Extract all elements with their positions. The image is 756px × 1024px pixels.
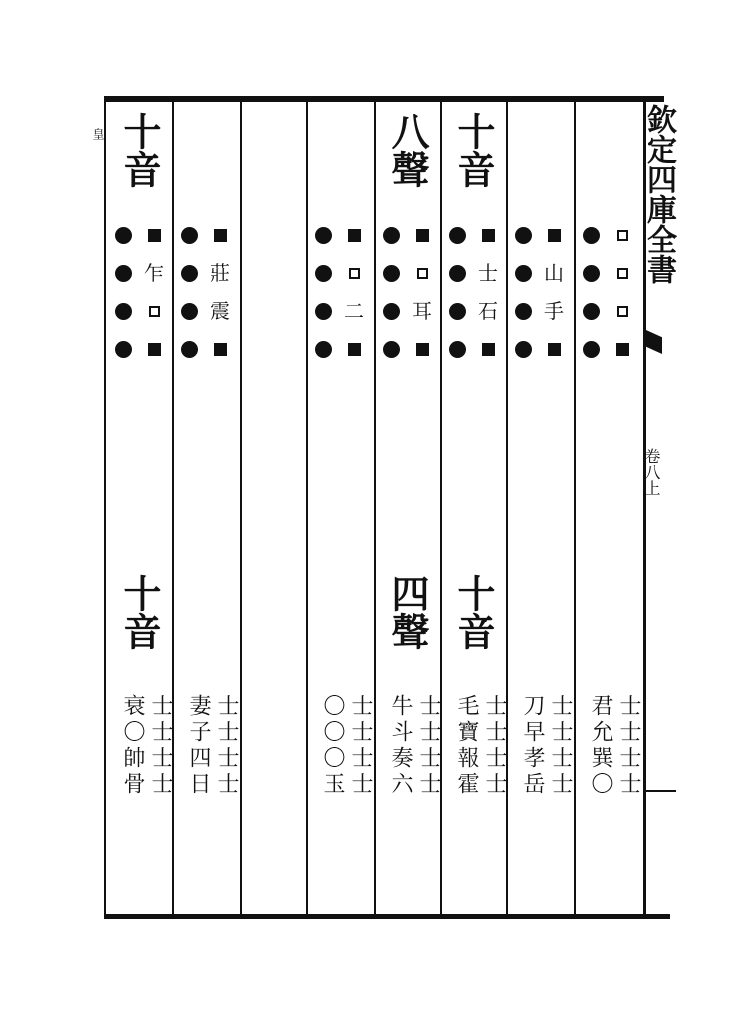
rhyme-chars-right: 士士士士	[348, 694, 373, 798]
glyph-mark: 士	[478, 261, 498, 285]
filled-circle-mark	[111, 260, 135, 286]
filled-circle-mark	[177, 222, 201, 248]
sub-heading: 四聲	[385, 574, 430, 650]
rhyme-chars-left: 衰〇帥骨	[120, 694, 145, 798]
filled-circle-mark	[445, 260, 469, 286]
filled-circle-mark	[379, 336, 403, 362]
filled-circle-mark	[177, 298, 201, 324]
rhyme-chars-left: 牛斗奏六	[388, 694, 413, 798]
filled-circle-mark	[511, 260, 535, 286]
filled-circle-mark	[111, 298, 135, 324]
volume-label: 卷八上	[642, 448, 661, 496]
empty-box-mark	[410, 260, 434, 286]
filled-circle-mark	[311, 336, 335, 362]
filled-square-mark	[208, 222, 232, 248]
glyph-mark: 山	[544, 261, 564, 285]
filled-circle-mark	[579, 222, 603, 248]
sub-heading: 十音	[117, 574, 162, 650]
tone-marks-right	[410, 222, 434, 362]
margin-tick	[646, 790, 676, 792]
filled-square-mark	[410, 336, 434, 362]
tone-marks-left	[177, 222, 201, 362]
tone-marks-right	[542, 222, 566, 362]
rhyme-chars-right: 士士士士	[416, 694, 441, 798]
rhyme-chars-left: 刀早孝岳	[520, 694, 545, 798]
glyph-mark: 石	[478, 299, 498, 323]
filled-square-mark	[610, 336, 634, 362]
glyph-mark: 手	[544, 299, 564, 323]
tone-marks-left	[111, 222, 135, 362]
filled-square-mark	[542, 336, 566, 362]
filled-square-mark	[342, 336, 366, 362]
filled-circle-mark	[379, 222, 403, 248]
empty-box-mark	[610, 260, 634, 286]
rhyme-chars-right: 士士士士	[214, 694, 239, 798]
filled-circle-mark	[379, 260, 403, 286]
rhyme-chars-left: 〇〇〇玉	[320, 694, 345, 798]
filled-circle-mark	[511, 298, 535, 324]
glyph-mark: 莊	[210, 261, 230, 285]
filled-circle-mark	[511, 222, 535, 248]
empty-box-mark	[610, 222, 634, 248]
tone-marks-left	[511, 222, 535, 362]
filled-square-mark	[142, 222, 166, 248]
book-title: 欽定四庫全書	[641, 104, 676, 284]
filled-square-mark	[476, 336, 500, 362]
spine-mark: 皇	[91, 128, 105, 140]
empty-box-mark	[142, 298, 166, 324]
tone-marks-right	[208, 222, 232, 362]
empty-box-mark	[610, 298, 634, 324]
section-heading: 八聲	[385, 112, 430, 188]
tone-marks-right	[342, 222, 366, 362]
rhyme-chars-right: 士士士士	[148, 694, 173, 798]
tone-marks-left	[579, 222, 603, 362]
filled-circle-mark	[311, 260, 335, 286]
tone-marks-right	[476, 222, 500, 362]
filled-circle-mark	[177, 336, 201, 362]
filled-square-mark	[142, 336, 166, 362]
tone-marks-left	[311, 222, 335, 362]
column-divider	[306, 100, 308, 918]
filled-square-mark	[476, 222, 500, 248]
tone-marks-right	[142, 222, 166, 362]
rhyme-chars-right: 士士士士	[548, 694, 573, 798]
filled-circle-mark	[579, 260, 603, 286]
empty-box-mark	[342, 260, 366, 286]
filled-square-mark	[542, 222, 566, 248]
filled-square-mark	[410, 222, 434, 248]
section-heading: 十音	[451, 112, 496, 188]
rhyme-chars-right: 士士士士	[616, 694, 641, 798]
filled-circle-mark	[311, 298, 335, 324]
filled-circle-mark	[177, 260, 201, 286]
filled-circle-mark	[311, 222, 335, 248]
glyph-mark: 乍	[144, 261, 164, 285]
glyph-mark: 二	[344, 299, 364, 323]
filled-circle-mark	[579, 336, 603, 362]
filled-circle-mark	[579, 298, 603, 324]
filled-circle-mark	[511, 336, 535, 362]
tone-marks-right	[610, 222, 634, 362]
filled-circle-mark	[445, 298, 469, 324]
filled-circle-mark	[379, 298, 403, 324]
filled-circle-mark	[445, 336, 469, 362]
filled-circle-mark	[445, 222, 469, 248]
rhyme-chars-left: 君允巽〇	[588, 694, 613, 798]
bottom-rule	[104, 914, 670, 919]
rhyme-chars-left: 毛寶報霍	[454, 694, 479, 798]
sub-heading: 十音	[451, 574, 496, 650]
filled-square-mark	[208, 336, 232, 362]
tone-marks-left	[379, 222, 403, 362]
rhyme-chars-right: 士士士士	[482, 694, 507, 798]
glyph-mark: 耳	[412, 299, 432, 323]
filled-square-mark	[342, 222, 366, 248]
filled-circle-mark	[111, 336, 135, 362]
section-heading: 十音	[117, 112, 162, 188]
rhyme-chars-left: 妻子四日	[186, 694, 211, 798]
tone-marks-left	[445, 222, 469, 362]
glyph-mark: 震	[210, 299, 230, 323]
filled-circle-mark	[111, 222, 135, 248]
